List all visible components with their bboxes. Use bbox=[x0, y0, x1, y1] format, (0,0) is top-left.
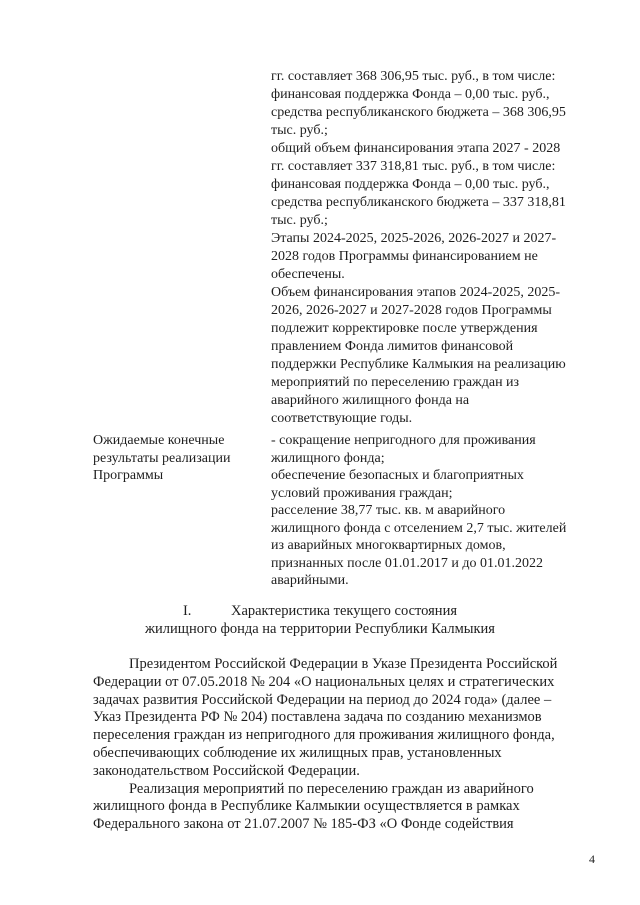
paragraph-line: Федерации от 07.05.2018 № 204 «О национальных целях и стратегических bbox=[93, 673, 555, 690]
paragraph-line: законодательством Российской Федерации. bbox=[93, 762, 360, 779]
expected-results-text bbox=[271, 432, 595, 590]
paragraph-line: жилищного фонда в Республике Калмыкии осуществляется в рамках bbox=[93, 798, 520, 815]
label-line: Ожидаемые конечные bbox=[93, 433, 225, 448]
section-heading bbox=[0, 602, 640, 638]
funding-continuation-block bbox=[271, 68, 595, 428]
text-line: обеспечены. bbox=[271, 267, 345, 282]
text-line: финансовая поддержка Фонда – 0,00 тыс. руб., bbox=[271, 177, 550, 192]
text-line: аварийного жилищного фонда на bbox=[271, 393, 470, 408]
section-title-line2: жилищного фонда на территории Республики Калмыкия bbox=[145, 621, 495, 637]
text-line: обеспечение безопасных и благоприятных bbox=[271, 468, 524, 483]
section-number: I. bbox=[182, 603, 192, 619]
paragraph-line: Федерального закона от 21.07.2007 № 185-ФЗ «О Фонде содействия bbox=[93, 816, 514, 833]
text-line: 2026, 2026-2027 и 2027-2028 годов Программы bbox=[271, 303, 552, 318]
text-line: общий объем финансирования этапа 2027 - 2028 bbox=[271, 141, 561, 156]
text-line: расселение 38,77 тыс. кв. м аварийного bbox=[271, 503, 506, 518]
text-line: Этапы 2024-2025, 2025-2026, 2026-2027 и 2027- bbox=[271, 231, 557, 246]
paragraph-line: обеспечивающих соблюдение их жилищных прав, установленных bbox=[93, 744, 502, 761]
paragraph-line: Указ Президента РФ № 204) поставлена задача по созданию механизмов bbox=[93, 709, 542, 726]
text-line: соответствующие годы. bbox=[271, 411, 413, 426]
section-title-line1: Характеристика текущего состояния bbox=[230, 603, 458, 619]
text-line: 2028 годов Программы финансированием не bbox=[271, 249, 538, 264]
text-line: жилищного фонда с отселением 2,7 тыс. жителей bbox=[271, 520, 567, 536]
text-line: средства республиканского бюджета – 368 306,95 bbox=[271, 105, 566, 120]
text-line: мероприятий по переселению граждан из bbox=[271, 375, 520, 390]
text-line: поддержки Республике Калмыкия на реализацию bbox=[271, 357, 566, 372]
text-line: гг. составляет 368 306,95 тыс. руб., в том числе: bbox=[271, 69, 556, 84]
paragraph-line: Президентом Российской Федерации в Указе Президента Российской bbox=[129, 656, 558, 672]
paragraph-line: Реализация мероприятий по переселению граждан из аварийного bbox=[129, 780, 534, 797]
label-line: результаты реализации bbox=[93, 450, 231, 466]
text-line: Объем финансирования этапов 2024-2025, 2025- bbox=[271, 285, 560, 300]
text-line: аварийными. bbox=[271, 573, 349, 588]
text-line: из аварийных многоквартирных домов, bbox=[271, 538, 506, 553]
label-line: Программы bbox=[93, 468, 164, 483]
paragraph-line: задачах развития Российской Федерации на период до 2024 года» (далее – bbox=[93, 691, 552, 708]
text-line: - сокращение непригодного для проживания bbox=[271, 433, 536, 448]
text-line: тыс. руб.; bbox=[271, 213, 328, 228]
text-line: правлением Фонда лимитов финансовой bbox=[271, 339, 514, 354]
text-line: тыс. руб.; bbox=[271, 123, 328, 138]
text-line: средства республиканского бюджета – 337 318,81 bbox=[271, 195, 566, 210]
text-line: подлежит корректировке после утверждения bbox=[271, 321, 538, 336]
expected-results-label bbox=[93, 432, 263, 485]
text-line: финансовая поддержка Фонда – 0,00 тыс. руб., bbox=[271, 87, 550, 102]
text-line: условий проживания граждан; bbox=[271, 485, 453, 501]
page-number: 4 bbox=[589, 852, 595, 866]
text-line: жилищного фонда; bbox=[271, 450, 385, 466]
text-line: гг. составляет 337 318,81 тыс. руб., в том числе: bbox=[271, 159, 556, 174]
paragraph-line: переселения граждан из непригодного для проживания жилищного фонда, bbox=[93, 727, 555, 744]
body-text bbox=[93, 656, 597, 834]
text-line: признанных после 01.01.2017 и до 01.01.2022 bbox=[271, 555, 543, 571]
